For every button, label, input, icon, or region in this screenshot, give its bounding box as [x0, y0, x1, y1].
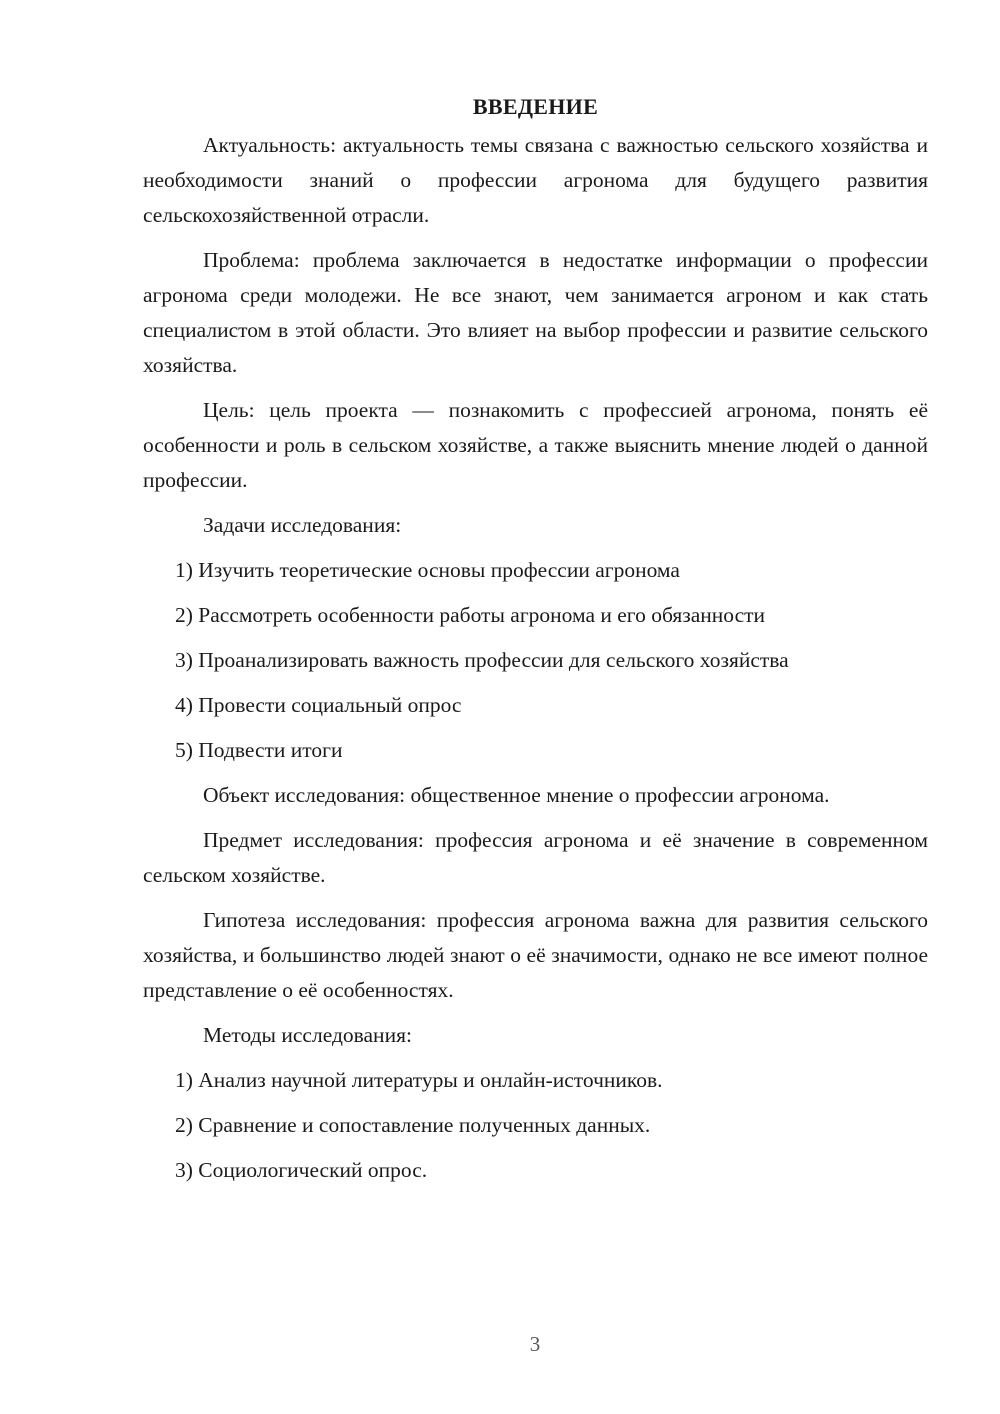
tasks-heading: Задачи исследования: [203, 513, 402, 537]
list-item: 3) Социологический опрос. [175, 1158, 428, 1182]
list-item: 3) Проанализировать важность профессии для сельского хозяйства [175, 648, 789, 672]
section-title: ВВЕДЕНИЕ [472, 94, 599, 119]
problem-paragraph: Проблема: проблема заключается в недостатке информации о профессии агронома среди молодежи. Не все знают, чем занимается агроном и как стать специалистом в этой области. Это влияет на выбор профессии и развитие сельского хозяйства. [143, 248, 928, 377]
list-item: 1) Анализ научной литературы и онлайн-источников. [175, 1068, 663, 1092]
list-item: 4) Провести социальный опрос [175, 693, 462, 717]
list-item: 2) Рассмотреть особенности работы агронома и его обязанности [175, 603, 766, 627]
relevance-paragraph: Актуальность: актуальность темы связана с важностью сельского хозяйства и необходимости знаний о профессии агронома для будущего развития сельскохозяйственной отрасли. [143, 133, 928, 227]
subject-paragraph: Предмет исследования: профессия агронома и её значение в современном сельском хозяйстве. [143, 828, 928, 887]
list-item: 1) Изучить теоретические основы профессии агронома [175, 558, 680, 582]
page-number: 3 [529, 1332, 541, 1356]
object-paragraph: Объект исследования: общественное мнение о профессии агронома. [203, 783, 830, 807]
list-item: 5) Подвести итоги [175, 738, 343, 762]
methods-list [143, 1063, 928, 1188]
tasks-list [143, 553, 928, 768]
methods-heading: Методы исследования: [203, 1023, 412, 1047]
goal-paragraph: Цель: цель проекта — познакомить с профессией агронома, понять её особенности и роль в сельском хозяйстве, а также выяснить мнение людей о данной профессии. [143, 398, 928, 492]
hypothesis-paragraph: Гипотеза исследования: профессия агронома важна для развития сельского хозяйства, и большинство людей знают о её значимости, однако не все имеют полное представление о её особенностях. [143, 908, 928, 1002]
document-page [143, 92, 928, 1198]
list-item: 2) Сравнение и сопоставление полученных данных. [175, 1113, 651, 1137]
